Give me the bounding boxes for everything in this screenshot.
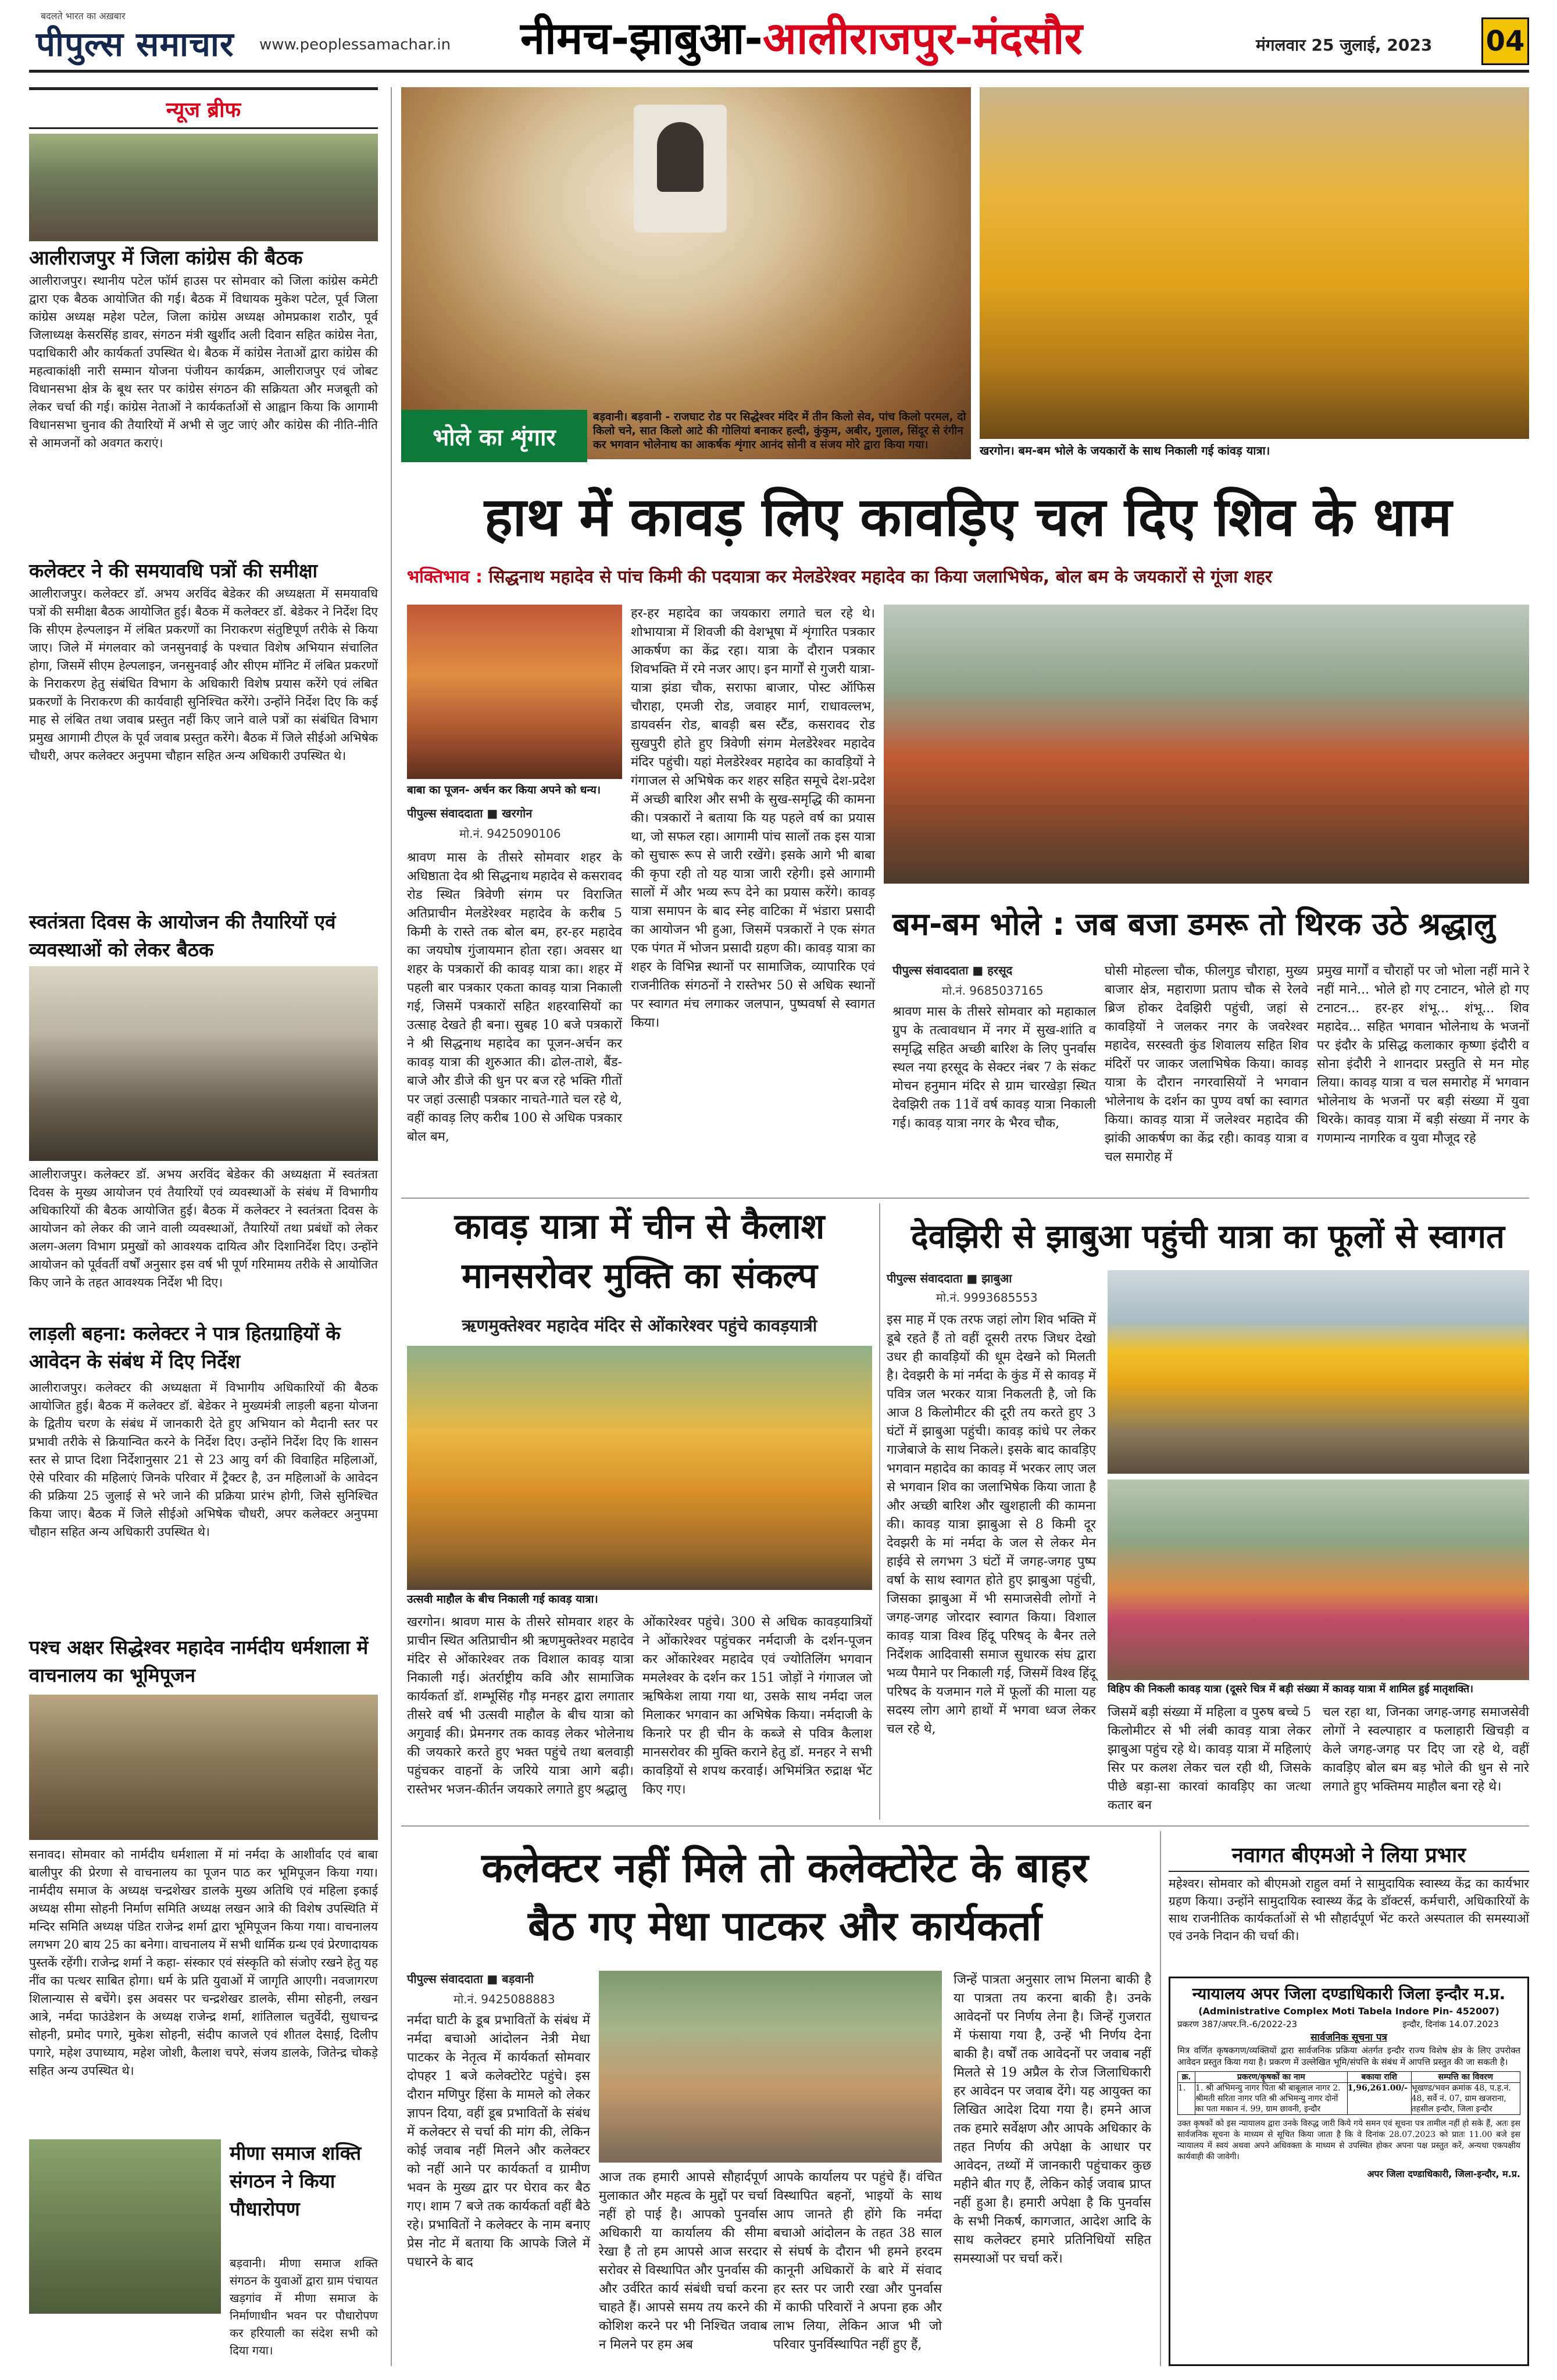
brand-logo: पीपुल्स समाचार <box>36 24 234 64</box>
brief-body: सनावद। सोमवार को नार्मदीय धर्मशाला में मां नर्मदा के आशीर्वाद एवं बाबा बालीपुर की प्रेरणा से वाचनालय का पूजन पाठ कर भूमिपूजन किया गया। नार्मदीय समाज के अध्यक्ष चन्द्रशेखर डालके मुख्य अतिथि एवं महिला इकाई अध्यक्ष सीमा सोहनी निर्माण समिति अध्यक्ष लखन आत्रे की विशेष उपस्थिति में मन्दिर समिति अध्यक्ष पंडित राजेन्द्र शर्मा द्वारा भूमिपूजन किया गया। वाचनालय लगभग 20 बाय 25 का बनेगा। वाचनालय में सभी धार्मिक ग्रन्थ एवं प्रेरणादायक पुस्तकें रहेंगी। राजेन्द्र शर्मा ने कहा- संस्कार एवं संस्कृति को संजोए रखने हेतु यह नींव का पत्थर साबित होगा। धर्म के प्रति युवाओं में जागृति आएगी। नवजागरण शिलान्यास से बचेंगे। इस अवसर पर चन्द्रशेखर डालके, सीमा सोहनी, लखन आत्रे, नर्मदा फाउंडेशन के अध्यक्ष राजेन्द्र शर्मा, शांतिलाल चतुर्वेदी, सुधाचन्द्र सोहनी, प्रमोद पगारे, मुकेश सोहनी, संदीप काजले एवं शीतल देसाई, दिलीप पगारे, महेश उपाध्याय, महेश जोशी, कैलाश चपरे, संजय डालके, जितेन्द्र चोकड़े सहित अन्य उपस्थित थे। <box>29 1847 378 2078</box>
legal-notice-header-row <box>1178 2072 1520 2083</box>
library-bhoomipujan-photo <box>29 1695 378 1840</box>
column-divider <box>391 87 392 2366</box>
legal-notice-case: प्रकरण 387/अपर.नि.-6/2022-23 इन्दौर, दिनांक 14.07.2023 <box>1177 2019 1499 2029</box>
brief-headline: मीणा समाज शक्ति संगठन ने किया पौधारोपण <box>230 2142 362 2220</box>
devjhiri-col-1: इस माह में एक तरफ जहां लोग शिव भक्ति में डूबे रहते हैं तो वहीं दूसरी तरफ जिधर देखो उधर ही कावड़ियों की धूम देखने को मिलती है। देवझरी के मां नर्मदा के कुंड में से कावड़ में पवित्र जल भरकर यात्रा निकलती है, जो कि आज 8 किलोमीटर की दूरी तय करते हुए 3 घंटों में झाबुआ पहुंची। कावड़ कांधे पर लेकर गाजेबाजे के साथ निकले। इसके बाद कावड़िए भगवान महादेव का कावड़ में भरकर लाए जल से भगवान शिव का जलाभिषेक किया जाता है और अच्छी बारिश और खुशहाली की कामना की। कावड़ यात्रा झाबुआ से 8 किमी दूर देवझरी के मां नर्मदा के जल से लेकर मेन हाईवे से लगभग 3 घंटों में जगह-जगह पुष्प वर्षा के साथ स्वागत होते हुए झाबुआ पहुंची, जिसका झाबुआ में भी समाजसेवी लोगों ने जगह-जगह जोरदार स्वागत किया। विशाल कावड़ यात्रा विश्व हिंदू परिषद् के बैनर तले निर्देशक आदिवासी समाज सुधारक संघ द्वारा भव्य पैमाने पर निकाली गई, जिसमें विश्व हिंदू परिषद के यजमान गले में फूलों की माला यह सदस्य लोग आगे हाथों में भगवा ध्वज लेकर चल रहे थे, <box>887 1313 1096 1736</box>
section-rule <box>401 1198 1529 1199</box>
main-byline: पीपुल्स संवाददाता ■ खरगोन <box>407 806 533 820</box>
legal-col-header: क्र. <box>1178 2072 1195 2083</box>
brief-headline-wrap <box>230 2139 378 2256</box>
brief-headline: पश्च अक्षर सिद्धेश्वर महादेव नार्मदीय धर्मशाला में वाचनालय का भूमिपूजन <box>29 1636 369 1686</box>
china-headline-2: मानसरोवर मुक्ति का संकल्प <box>462 1256 817 1296</box>
site-url[interactable]: www.peoplessamachar.in <box>259 36 451 53</box>
column-divider <box>1160 1831 1161 2366</box>
bmo-headline-box <box>1169 1837 1529 1872</box>
brief-body: आलीराजपुर। स्थानीय पटेल फॉर्म हाउस पर सोमवार को जिला कांग्रेस कमेटी द्वारा एक बैठक आयोजित की गई। बैठक में विधायक मुकेश पटेल, पूर्व जिला कांग्रेस अध्यक्ष महेश पटेल, जिला कांग्रेस अध्यक्ष ओमप्रकाश राठौर, पूर्व जिलाध्यक्ष केसरसिंह डावर, संगठन मंत्री खुर्शीद अली दिवान सहित कांग्रेस नेता, पदाधिकारी और कार्यकर्ता उपस्थित थे। बैठक में कांग्रेस नेताओं द्वारा कांग्रेस की महत्वाकांक्षी नारी सम्मान योजना पंजीयन कार्यक्रम, आलीराजपुर एवं जोबट विधानसभा क्षेत्र के बूथ स्तर पर कांग्रेस संगठन की सक्रियता और मजबूती को लेकर चर्चा की गई। कांग्रेस नेताओं ने कार्यकर्ताओं से आह्वान किया कि आगामी विधानसभा चुनाव की तैयारियों में अभी से जुट जाएं और कांग्रेस की नीति-नीति से आमजनों को अवगत कराएं। <box>29 274 378 450</box>
china-yatra-caption: उत्सवी माहौल के बीच निकाली गई कावड़ यात्रा। <box>407 1593 598 1606</box>
legal-notice-subtitle: (Administrative Complex Moti Tabela Indore Pin- 452007) <box>1198 2006 1499 2017</box>
bmo-body: महेश्वर। सोमवार को बीएमओ राहुल वर्मा ने सामुदायिक स्वास्थ्य केंद्र का कार्यभार ग्रहण किया। उन्होंने सामुदायिक स्वास्थ्य केंद्र के डॉक्टर्स, कर्मचारी, अधिकारियों के साथ राजनीतिक कार्यकर्ताओं से भी सौहार्दपूर्ण भेंट करते अस्पताल की समस्याओं एवं उनके निदान की चर्चा की। <box>1169 1877 1529 1943</box>
legal-notice-title: न्यायालय अपर जिला दण्डाधिकारी जिला इन्दौर म.प्र. <box>1192 1984 1506 2003</box>
independence-meeting-photo <box>29 966 378 1161</box>
legal-cell: भूखण्ड/भवन क्रमांक 48, प.ह.नं. 48, सर्वे नं. 07, ग्राम खजराना, तहसील इन्दौर, जिला इन्दौर <box>1411 2083 1520 2115</box>
brief-body: आलीराजपुर। कलेक्टर की अध्यक्षता में विभागीय अधिकारियों की बैठक आयोजित हुई। बैठक में कलेक्टर डॉ. बेडेकर ने मुख्यमंत्री लाड़ली बहना योजना के द्वितीय चरण के संबंध में जानकारी देते हुए अभियान को मैदानी स्तर पर प्रभावी तरीके से क्रियान्वित करने के निर्देश दिए। उन्होंने निर्देश दिए कि शासन स्तर से प्राप्त दिशा निर्देशानुसार 21 से 23 आयु वर्ग की विवाहित महिलाओं, ऐसे परिवार की महिलाएं जिनके परिवार में ट्रैक्टर है, उन महिलाओं के आवेदन की प्रक्रिया 25 जुलाई से भरे जाने की प्रक्रिया प्रारंभ होगी, जिसे सुनिश्चित किया जाए। बैठक में जिले सीईओ अभिषेक चौधरी, अपर कलेक्टर अनुपमा चौहान सहित अन्य अधिकारी उपस्थित थे। <box>29 1381 378 1539</box>
legal-notice-signature: अपर जिला दण्डाधिकारी, जिला-इन्दौर, म.प्र. <box>1367 2168 1520 2179</box>
puja-photo <box>407 605 622 779</box>
brief-body: आलीराजपुर। कलेक्टर डॉ. अभय अरविंद बेडेकर की अध्यक्षता में स्वतंत्रता दिवस के मुख्य आयोजन एवं तैयारियों एवं व्यवस्थाओं के संबंध में विभागीय अधिकारियों की बैठक आयोजित हुई। बैठक में कलेक्टर ने स्वतंत्रता दिवस के आयोजन को लेकर की जाने वाली व्यवस्थाओं, तैयारियों तथा प्रबंधों को लेकर अलग-अलग विभाग प्रमुखों को आवश्यक दायित्व और दिशानिर्देश दिए। उन्होंने आयोजन को पूर्ववर्ती वर्षों अनुसार इस वर्ष भी पूर्ण गरिमामय तरीके से आयोजित किए जाने के तहत आवश्यक निर्देश भी दिए। <box>29 1167 378 1289</box>
brief-headline-wrap <box>29 1320 378 1378</box>
collector-col-2: आज तक हमारी आपसे सौहार्दपूर्ण मुलाकात और महत्व के मुद्दों पर चर्चा नहीं हो पाई है। आपको पुनर्वास अधिकारी या कार्यालय की सीमा रेखा है तो हम आपसे आज सरदार सरोवर से विस्थापित और पुनर्वास की और उर्वरित कार्य संबंधी चर्चा करना चाहते हैं। आपसे समय तय करने की कोशिश करने पर भी निश्चित जवाब न मिलने पर हम अब <box>599 2170 767 2352</box>
shringar-caption: बड़वानी। बड़वानी - राजघाट रोड पर सिद्धेश्वर मंदिर में तीन किलो सेव, पांच किलो परमल, दो किलो चने, सात किलो आटे की गोलियां बनाकर हल्दी, कुंकुम, अबीर, गुलाल, सिंदूर से रंगीन कर भगवान भोलेनाथ का आकर्षक शृंगार आनंद सोनी व संजय मोरे द्वारा किया गया। <box>593 410 966 451</box>
collector-col-4: जिन्हें पात्रता अनुसार लाभ मिलना बाकी है या पात्रता तय करना बाकी है। उनके आवेदनों पर निर्णय लेना है। जिन्हें गुजरात में फंसाया गया है, उन्हें भी निर्णय देना बाकी है। वर्षों तक आवेदनों पर जवाब नहीं मिलते से 19 अप्रैल के रोज जिलाधिकारी हर आवेदन पर जवाब देंगे। यह आयुक्त का लिखित आदेश दिया गया है। हमने आज तक हमारे सर्वेक्षण और आपके अधिकार के तहत निर्णय की अपेक्षा के आधार पर आवेदन, तथ्यों में जानकारी पहुंचाकर कुछ महीने बीत गए हैं, लेकिन कोई जवाब प्राप्त नहीं हुआ है। हमारी अपेक्षा है कि पुनर्वास के सभी निकर्ष, कागजात, आदेश आदि के साथ कलेक्टर हमारे प्रतिनिधियों सहित समस्याओं पर चर्चा करें। <box>954 1972 1151 2266</box>
legal-col-header: सम्पत्ति का विवरण <box>1411 2072 1520 2083</box>
medha-patkar-photo <box>599 1971 942 2163</box>
shiv-parvati-photo <box>884 605 1529 884</box>
news-brief-label: न्यूज ब्रीफ <box>166 98 241 122</box>
brief-headline: लाड़ली बहना: कलेक्टर ने पात्र हितग्राहियों के आवेदन के संबंध में दिए निर्देश <box>29 1322 341 1373</box>
legal-notice-footer: उक्त कृषकों को इस न्यायालय द्वारा उनके विरुद्ध जारी किये गये समन एवं सूचना पत्र तामील नहीं हो सके हैं, अतः इस सार्वजनिक सूचना के माध्यम से सूचित किया जाता है कि वे दिनांक 28.07.2023 को प्रातः 11.00 बजे इस न्यायालय में स्वयं अथवा अपने अधिवक्ता के माध्यम से उपस्थित होकर अपना पक्ष प्रस्तुत करें, अन्यथा एकपक्षीय कार्यवाही की जावेगी। <box>1177 2119 1520 2161</box>
kavad-yatra-crowd-caption: खरगोन। बम-बम भोले के जयकारों के साथ निकाली गई कांवड़ यात्रा। <box>980 444 1270 458</box>
news-brief-column <box>29 87 378 2366</box>
bam-col-1: श्रावण मास के तीसरे सोमवार को महाकाल ग्रुप के तत्वावधान में नगर में सुख-शांति व समृद्धि सहित अच्छी बारिश के लिए पुनर्वास स्थल नया हरसूद के सेक्टर नंबर 7 के संकट मोचन हनुमान मंदिर से ग्राम चारखेड़ा स्थित देवझिरी तक 11वें वर्ष कावड़ यात्रा निकाली गई। कावड़ यात्रा नगर के भैरव चौक, <box>892 1005 1096 1131</box>
puja-caption: बाबा का पूजन- अर्चन कर किया अपने को धन्य। <box>407 784 601 796</box>
page-number-box <box>1481 17 1529 65</box>
main-kicker-label: भक्तिभाव : <box>407 567 483 587</box>
main-mobile: मो.नं. 9425090106 <box>459 827 561 841</box>
plantation-photo <box>29 2139 221 2314</box>
china-col-2: ओंकारेश्वर पहुंचे। 300 से अधिक कावड़यात्रियों ने ओंकारेश्वर पहुंचकर नर्मदाजी के दर्शन-पूजन कर ओंकारेश्वर महादेव एवं ज्योतिलिंग भगवान ममलेश्वर के दर्शन कर 151 जोड़ों ने गंगाजल जो ऋषिकेश लाया गया था, उसके साथ नर्मदा जल मिलाकर भगवान का अभिषेक किया। नर्मदाजी के किनारे पर ही चीन के कब्जे से पवित्र कैलाश मानसरोवर की मुक्ति कराने हेतु डॉ. मनहर ने सभी कावड़ियों से शपथ करवाई। अभिमंत्रित रुद्राक्ष भेंट किए गए। <box>642 1615 872 1797</box>
masthead-rule <box>29 70 1529 73</box>
main-col-2: हर-हर महादेव का जयकारा लगाते चल रहे थे। शोभायात्रा में शिवजी की वेशभूषा में शृंगारित पत्रकार आकर्षण का केंद्र रहा। यात्रा के दौरान पत्रकार शिवभक्ति में रमे नजर आए। इन मार्गों से गुजरी यात्रा- यात्रा झंडा चौक, सराफा बाजार, पोस्ट ऑफिस चौराहा, एमजी रोड, जवाहर मार्ग, राधावल्लभ, डायवर्सन रोड, बावड़ी बस स्टैंड, कसरावद रोड सुखपुरी होते हुए त्रिवेणी संगम मेलडेरेश्वर महादेव मंदिर पहुंची। यहां मेलडेरेश्वर महादेव का कावड़ियों ने गंगाजल से अभिषेक कर शहर सहित समूचे देश-प्रदेश में अच्छी बारिश और सभी के सुख-समृद्धि की कामना की। पत्रकारों ने बताया कि यह पहले वर्ष का प्रयास था, जो सफल रहा। आगामी पांच सालों तक इस यात्रा को सुचारू रूप से जारी रखेंगे। इसके आगे भी बाबा की कृपा रही तो यह यात्रा जारी रहेगी। इसे आगामी सालों में और भव्य रूप देने का प्रयास करेंगे। कावड़ यात्रा समापन के बाद स्नेह वाटिका में भंडारा प्रसादी का आयोजन भी हुआ, जिसमें पत्रकारों ने एक संगत एक पंगत में भोजन प्रसादी ग्रहण की। कावड़ यात्रा का शहर के विभिन्न स्थानों पर सामाजिक, व्यापारिक एवं राजनीतिक संगठनों ने रास्तेभर 50 से अधिक स्थानों पर स्वागत मंच लगाकर जलपान, पुष्पवर्षा से स्वागत किया। <box>631 606 875 1030</box>
devjhiri-caption: विहिप की निकली कावड़ यात्रा (दूसरे चित्र में बड़ी संख्या में कावड़ यात्रा में शामिल हुई मातृशक्ति। <box>1108 1683 1474 1695</box>
devjhiri-col-3: चल रहा था, जिनका जगह-जगह समाजसेवी लोगों ने स्वल्पाहार व फलाहारी खिचड़ी व केले जगह-जगह पर दिए जा रहे थे, वहीं कावड़िए बोल बम बड़ भोले की धुन से नारे लगाते हुए भक्तिमय माहौल बना रहे थे। <box>1323 1705 1529 1794</box>
china-subhead: ऋणमुक्तेश्वर महादेव मंदिर से ओंकारेश्वर पहुंचे कावड़यात्री <box>462 1316 817 1335</box>
bam-mobile: मो.नं. 9685037165 <box>942 984 1044 998</box>
legal-notice-row <box>1178 2083 1520 2115</box>
legal-notice-intro: मित्र वर्णित कृषकगण/व्यक्तियों द्वारा सार्वजनिक प्रक्रिया अंतर्गत इन्दौर राज्य विशेष क्षेत्र के लिए उपरोक्त आवेदन प्रस्तुत किया गया है। प्रकरण में उल्लेखित भूमि/संपत्ति के संबंध में आपत्ति प्रस्तुत की जा सकती है। <box>1177 2045 1520 2067</box>
devjhiri-col-2: जिसमें बड़ी संख्या में महिला व पुरुष बच्चे 5 किलोमीटर से भी लंबी कावड़ यात्रा लेकर झाबुआ पहुंच रहे थे। कावड़ यात्रा में महिलाएं सिर पर कलश लेकर चल रही थी, जिसके पीछे बड़ा-सा कारवां कावड़िए का जत्था कतार बन <box>1108 1705 1311 1813</box>
bam-col-3: प्रमुख मार्गों व चौराहों पर जो भोला नहीं माने रे नहीं माने... भोले हो गए टनाटन, भोले हो गए टनाटन... हर-हर शंभू... शंभू... शिव महादेव... सहित भगवान भोलेनाथ के भजनों पर इंदौर के प्रसिद्ध कलाकार कृष्णा इंदौरी व सोना इंदौरी ने शानदार प्रस्तुति से मन मोह लिया। कावड़ यात्रा व चल समारोह में भगवान भोलेनाथ के भजनों पर बड़ी संख्या में युवा थिरके। कावड़ यात्रा में बड़ी संख्या में नगर के गणमान्य नागरिक व युवा मौजूद रहे <box>1317 964 1529 1146</box>
legal-cell: 1. <box>1178 2083 1195 2115</box>
collector-headline-2: बैठ गए मेधा पाटकर और कार्यकर्ता <box>528 1902 1042 1950</box>
devjhiri-mobile: मो.नं. 9993685553 <box>936 1291 1038 1305</box>
congress-meeting-photo <box>29 134 378 241</box>
shringar-photo <box>401 87 971 459</box>
devjhiri-headline: देवझिरी से झाबुआ पहुंची यात्रा का फूलों से स्वागत <box>911 1218 1505 1256</box>
issue-date: मंगलवार 25 जुलाई, 2023 <box>1256 35 1433 55</box>
main-kicker-text: सिद्धनाथ महादेव से पांच किमी की पदयात्रा कर मेलडेरेश्वर महादेव का किया जलाभिषेक, बोल बम के जयकारों से गूंजा शहर <box>488 567 1273 587</box>
legal-col-header: बकाया राशि <box>1347 2072 1411 2083</box>
page-number: 04 <box>1485 25 1525 58</box>
collector-col-3: आपके कार्यालय पर पहुंचे हैं। वंचित विस्थापित बहनों, भाइयों के साथ आप जानते ही होंगे कि नर्मदा बचाओ आंदोलन के तहत 38 साल से संघर्ष के दौरान भी हमने हरदम कानूनी अधिकारों के बारे में संवाद हर स्तर पर जारी रखा और पुनर्वास में काफी परिवारों ने अपना हक और लाभ लिया, लेकिन आज भी जो परिवार पुनर्विस्थापित नहीं हुए हैं, <box>773 2170 942 2352</box>
brand-tagline: बदलते भारत का अख़बार <box>41 10 126 22</box>
brief-headline: कलेक्टर ने की समयावधि पत्रों की समीक्षा <box>29 558 378 584</box>
china-yatra-photo <box>407 1346 872 1590</box>
china-headline-1: कावड़ यात्रा में चीन से कैलाश <box>454 1206 825 1247</box>
shiva-idol <box>657 122 703 192</box>
collector-byline: पीपुल्स संवाददाता ■ बड़वानी <box>407 1972 534 1986</box>
main-headline: हाथ में कावड़ लिए कावड़िए चल दिए शिव के धाम <box>484 486 1452 548</box>
brief-headline: आलीराजपुर में जिला कांग्रेस की बैठक <box>29 246 303 270</box>
edition-title-black: नीमच-झाबुआ- <box>520 12 763 64</box>
brief-headline-wrap <box>29 1634 378 1692</box>
legal-notice-table <box>1177 2071 1520 2115</box>
bam-col-2: घोसी मोहल्ला चौक, फीलगुड चौराहा, मुख्य बाजार क्षेत्र, महाराणा प्रताप चौक से रेलवे ब्रिज होकर देवझिरी पहुंची, जहां से कावड़ियों ने जलकर नगर के जवरेश्वर महादेव, सरस्वती कुंड शिवालय सहित शिव मंदिरों पर जाकर जलाभिषेक किया। कावड़ यात्रा के दौरान नगरवासियों ने भगवान भोलेनाथ के दर्शन का पुण्य वर्षा का स्वागत किया। कावड़ यात्रा में जलेश्वर महादेव की झांकी आकर्षण का केंद्र रही। कावड़ यात्रा व चल समारोह में <box>1105 964 1308 1164</box>
legal-col-header: प्रकरण/कृषकों का नाम <box>1195 2072 1348 2083</box>
legal-cell: 1,96,261.00/- <box>1347 2083 1411 2115</box>
vhp-flags-photo <box>1108 1270 1529 1474</box>
main-col-1: श्रावण मास के तीसरे सोमवार शहर के अधिष्ठाता देव श्री सिद्धनाथ महादेव से कसरावद रोड स्थित त्रिवेणी संगम पर विराजित अतिप्राचीन मेलडेरेश्वर महादेव के करीब 5 किमी के रास्ते तक बोल बम, हर-हर महादेव का जयघोष गुंजायमान होता रहा। अवसर था शहर के पत्रकारों की कावड़ यात्रा का। शहर में पहली बार पत्रकार एकता कावड़ यात्रा निकाली गई, जिसमें पत्रकारों सहित शहरवासियों का उत्साह देखते ही बना। सुबह 10 बजे पत्रकारों ने श्री सिद्धनाथ महादेव का पूजन-अर्चन कर कावड़ यात्रा की शुरुआत की। ढोल-ताशे, बैंड-बाजे और डीजे की धुन पर बज रहे भक्ति गीतों पर जहां उत्साही पत्रकार नाचते-गाते चल रहे थे, वहीं कावड़ लिए करीब 100 से अधिक पत्रकार बोल बम, <box>407 850 622 1144</box>
bmo-headline: नवागत बीएमओ ने लिया प्रभार <box>1231 1843 1466 1867</box>
main-kicker <box>407 564 1529 589</box>
column-divider <box>879 1203 880 1820</box>
brief-headline: स्वतंत्रता दिवस के आयोजन की तैयारियों एवं व्यवस्थाओं को लेकर बैठक <box>29 910 336 961</box>
edition-title <box>520 10 1083 66</box>
legal-cell: 1. श्री अभिमन्यु नागर पिता श्री बाबूलाल नागर 2. श्रीमती सरिता नागर पति श्री अभिमन्यु नागर दोनों का पता मकान नं. 99, ग्राम छावनी, इन्दौर <box>1195 2083 1348 2115</box>
masthead <box>0 0 1557 73</box>
brief-body: बड़वानी। मीणा समाज शक्ति संगठन के युवाओं द्वारा ग्राम पंचायत खड़गांव में मीणा समाज के निर्माणाधीन भवन पर पौधारोपण कर हरियाली का संदेश सभी को दिया गया। <box>230 2256 378 2357</box>
section-rule <box>401 1825 1529 1827</box>
brief-headline-wrap <box>29 908 378 966</box>
collector-mobile: मो.नं. 9425088883 <box>453 1992 555 2006</box>
shringar-label-box <box>401 410 587 462</box>
bam-byline: पीपुल्स संवाददाता ■ हरसूद <box>892 963 1013 977</box>
brief-body: आलीराजपुर। कलेक्टर डॉ. अभय अरविंद बेडेकर की अध्यक्षता में समयावधि पत्रों की समीक्षा बैठक आयोजित हुई। बैठक में कलेक्टर डॉ. बेडेकर ने निर्देश दिए कि सीएम हेल्पलाइन में लंबित प्रकरणों का निराकरण संतुष्टिपूर्ण तरीके से किया जाए। जिले में मंगलवार को जनसुनवाई के पश्चात विशेष अभियान संचालित होगा, जिसमें सीएम हेल्पलाइन, जनसुनवाई और सीएम मॉनिट में लंबित प्रकरणों के निराकरण हेतु संबंधित विभाग के अधिकारी विशेष प्रयास करेंगे एवं लंबित प्रकरणों के निराकरण की कार्यवाही सुनिश्चित करेंगे। उन्होंने निर्देश दिए कि कई माह से लंबित तथा जवाब प्रस्तुत नहीं किए जाने वाले पत्रों का संबंधित विभाग प्रमुख आगामी टीएल के पूर्व जवाब प्रस्तुत करेंगे। बैठक में जिले सीईओ अभिषेक चौधरी, अपर कलेक्टर अनुपमा चौहान सहित अन्य अधिकारी उपस्थित थे। <box>29 585 378 908</box>
legal-notice-box <box>1169 1977 1529 2366</box>
legal-notice-type: सार्वजनिक सूचना पत्र <box>1310 2032 1387 2043</box>
china-col-1: खरगोन। श्रावण मास के तीसरे सोमवार शहर के प्राचीन स्थित अतिप्राचीन श्री ऋणमुक्तेश्वर महादेव मंदिर से ओंकारेश्वर तक विशाल कावड़ यात्रा निकाली गई। अंतर्राष्ट्रीय कवि और सामाजिक कार्यकर्ता डॉ. शम्भूसिंह गौड़ मनहर द्वारा लगातार तीसरे वर्ष भी उत्सवी माहौल के बीच यात्रा को अगुवाई की। प्रेमनगर तक कावड़ लेकर भोलेनाथ की जयकारे करते हुए भक्त पहुंचे तथा बलवाड़ी पहुंचकर वाहनों के जरिये यात्रा आगे बढ़ी। रास्तेभर भजन-कीर्तन जयकारे लगाते हुए श्रद्धालु <box>407 1615 634 1797</box>
devjhiri-byline: पीपुल्स संवाददाता ■ झाबुआ <box>887 1271 1012 1285</box>
matrashakti-photo <box>1108 1480 1529 1680</box>
kavad-yatra-crowd-photo <box>980 87 1529 439</box>
news-brief-header <box>29 87 378 129</box>
collector-headline-1: कलेक्टर नहीं मिले तो कलेक्टोरेट के बाहर <box>481 1844 1088 1892</box>
bam-headline: बम-बम भोले : जब बजा डमरू तो थिरक उठे श्रद्धालु <box>892 906 1495 942</box>
edition-title-red: आलीराजपुर-मंदसौर <box>762 12 1083 64</box>
collector-col-1: नर्मदा घाटी के डूब प्रभावितों के संबंध में नर्मदा बचाओ आंदोलन नेत्री मेधा पाटकर के नेतृत्व में कार्यकर्ता सोमवार दोपहर 1 बजे कलेक्टोरेट पहुंचे। इस दौरान मणिपुर हिंसा के मामले को लेकर ज्ञापन दिया, वहीं डूब प्रभावितों के संबंध में कलेक्टर से चर्चा की मांग की, लेकिन कोई जवाब नहीं मिलने और कलेक्टर को नहीं आने पर कार्यकर्ता व ग्रामीण भवन के मुख्य द्वार पर घेराव कर बैठ गए। शाम 7 बजे तक कार्यकर्ता वहीं बैठे रहे। प्रभावितों ने कलेक्टर के नाम बनाए प्रेस नोट में बताया कि आपके जिले में पधारने के बाद <box>407 2013 590 2270</box>
shringar-label: भोले का शृंगार <box>433 424 556 451</box>
